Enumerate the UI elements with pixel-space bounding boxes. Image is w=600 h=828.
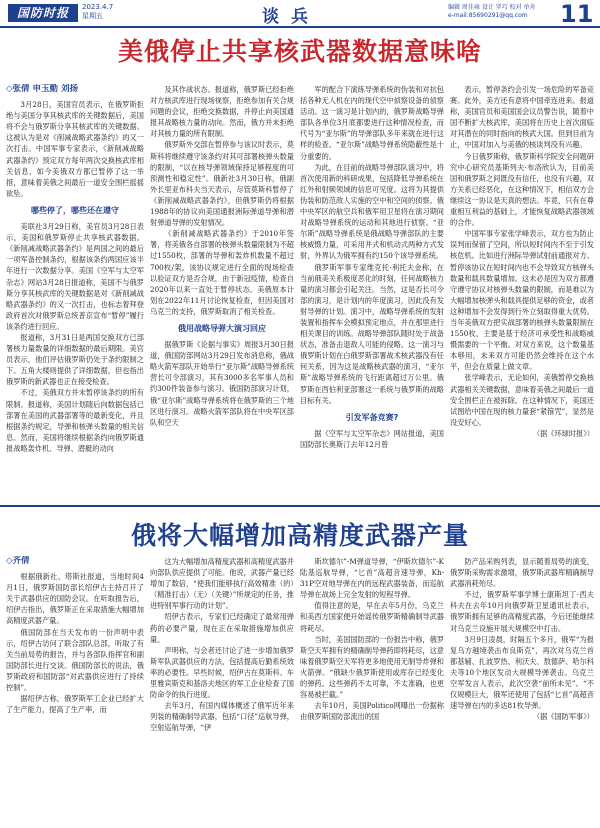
editors-names: 编辑 周佳雍 设计 罗巧 校对 单舟 (448, 4, 536, 11)
date: 2023.4.7 (82, 3, 114, 11)
article1-column-2 (150, 84, 294, 498)
paragraph: 当时，美国国防部的一份报告中称，俄罗斯空天军拥有的精确制导弹药即将耗尽，这意味着俄罗斯空天军将更多地使用无制导炸弹和火箭弹。“俄缺少俄罗斯使用或库存已经变化的弹药。这些弹药不太可靠，不太准确，也更容易被拦截。” (300, 634, 444, 700)
paragraph: 张学峰表示，无论如何，美俄暂停交换核武器相关关键数据，意味着美俄之间最后一道安全围栏正在被拆除。在这种情况下，美国还试图给中国在现的核力量套“紧箍咒”，显然是没安好心。 (450, 373, 594, 427)
issue-date (82, 3, 113, 21)
paragraph: 报道称，3月31日是两国交换双方已部署核力量数量的详细数据的最后期限。美官员表示，他们评估俄罗斯仍处于条约限制之下。五角大楼则提供了详细数据，但也指出俄罗斯的新武器也正在接受检查。 (6, 332, 144, 387)
article1-column-1 (6, 84, 144, 498)
paragraph: 军的配合下演练导弹系统的伪装和对抗包括各种无人机在内的现代空中侦察设备的侦察活动。这一演习是计划内的，俄罗斯战略导弹部队各单位3月底都要进行这种情况检查，而代号为“亚尔斯”的导弹部队多年来就在进行这样的检查。“亚尔斯”战略导弹系统隐蔽性是十分重要的。 (300, 85, 444, 161)
article1-column-4 (450, 84, 594, 498)
paragraph: 俄国防部在当天发布的一份声明中表示，绍伊古访问了联合部队总部，听取了有关当前局势的报告，并与各部队指挥官和副国防部长进行交谈。俄国防部长的说法，俄罗斯政府和国防部“对武器供应进行了持续控制”。 (6, 627, 144, 693)
paragraph: 据《空军与太空军杂志》网站报道，美国国防部长奥斯汀去年12月曾 (300, 428, 444, 449)
article1-column-3 (300, 84, 444, 498)
paragraph: 今日俄罗斯称，俄罗斯科学院安全问题研究中心研究员基斯列夫·布洛欣认为，目前美国和俄罗斯之间既没有信任，也没有兴趣，双方关系已经恶化，在这种情况下，相信双方会继续这一协议是天真的想法。毕竟，只有在尊重相互利益的基础上，才能恢复战略武器领域的合作。 (450, 151, 594, 228)
article2-column-4 (450, 556, 594, 826)
paragraph: 这为大幅增加高精度武器和高精度武器并向部队供应提供了可能。他说，武器产量已经增加了数倍，“使我们能够执行高效精准（的）（精准打击）（无）（关键）”所规定的任务，推进特别军事行动的计划”。 (150, 557, 294, 611)
paragraph: 表示，暂停条约会引发一场危险的军备竞赛。此外，美方还有意将中国牵连进来。报道称，美国官员和美国国会议员警告说，随着中国不断扩大核武库，美国将在历史上首次面临对其潜在的同时指向的核武大国。但到目前为止，中国对加入与美俄的核谈判没有兴趣。 (450, 85, 594, 150)
editors-credit (448, 4, 536, 20)
masthead (0, 0, 600, 28)
article1-title: 美俄停止共享核武器数据意味啥 (117, 37, 482, 66)
section-divider (0, 505, 600, 507)
editors-email: e-mail:85690291@qq.com (448, 12, 528, 19)
paragraph: 及其作战状态。报道称，俄罗斯已经拒绝对方核武库进行现场视察，拒绝参加有关合规问题的会议，拒绝交换数据，并停止向美国通报其战略核力量的动向。然而，俄方并未拒绝对其核力量的所有限制。 (150, 85, 294, 139)
paragraph: 中国军事专家张学峰表示，双方也为防止误判而保留了空间，所以短时间内不至于引发核危机。比如进行洲际导弹试射前通报对方。暂停该协议在短时间内也不会导致双方核弹头数量和载具数量增加。这未必是因为双方都遵守遵守协议对核弹头数量的限制，而是难以为大幅增加核弹头和载具提供足够的资金，或者这种增加不会发得到行外立刻取得重大优势。当年美俄双方把实战部署的核弹头数量限制在1550枚，主要是基于经济可承受性和战略威慑需要的一个平衡。对双方来说，这个数量基本够用，未来双方可能仍然会维持在这个水平，但会在质量上做文章。 (450, 229, 594, 372)
paragraph: 去年3月，有国内媒体概述了俄军近年来列装的精确制导武器，包括“口径”巡航导弹，空射巡航导弹，“伊 (150, 701, 294, 733)
article2-source: （据《国防军事》） (532, 712, 594, 722)
paragraph: 美联社3月29日称，美官员3月28日表示，美国和俄罗斯停止共享核武器数据。《新削减战略武器条约》是两国之间的最后一项军备控制条约，根据该条约两国应该半年进行一次数据分享。美国《空军与太空军杂志》网站3月28日报道称，美国不与俄罗斯分享其核武库的关键数据是对《新削减战略武器条约》的又一次打击，也标志着拜登政府首次对俄罗斯总统普京宣布“暂停”履行该条约进行回应。 (6, 222, 144, 331)
paragraph: 根据俄新社、塔斯社报道，当地时间4月1日，俄罗斯国防部长绍伊古主持召开了关于武器供应的国防会议。在听取报告后，绍伊古指出，俄罗斯正在采取措施大幅增加高精度武器产量。 (6, 572, 144, 626)
paragraph: 为此，在目前的战略导弹部队演习中，将首次使用新的科研成果，包括降低导弹系统在红外和射频领域的信息可见度。这将为其提供伪装和防范敌人实施的空中和空间的侦察。俄中央军区的航空兵和俄军用卫星将在演习期间对战略导弹系统的运动和其地进行侦察。“亚尔斯”战略导弹系统是俄战略导弹部队的主要核威慑力量，可采用井式和机动式两种方式发射，外界认为俄军拥有约150个该导弹系统。 (300, 162, 444, 261)
article2-column-2 (150, 556, 294, 826)
article1-subhead-2: 俄用战略导弹大演习回应 (178, 323, 266, 333)
paragraph: 据俄罗斯《论据与事实》周报3月30日报道，俄国防部网站3月29日发布消息称，俄战略火箭军部队开始举行“亚尔斯”战略导弹系统营长可令部演习，其有3000多名军事人员和约300件装备参与演习。俄国防部演习计划，俄“亚尔斯”战略导弹系统将在俄罗斯的三个地区进行演习。战略火箭军部队将在中央军区部队和空天 (150, 340, 294, 427)
paragraph: 绍伊古表示，专家们已经确定了最常用弹药的必要产量，现在正在采取措施增加供应量。 (150, 612, 294, 644)
newspaper-logo: 国防时报 (8, 4, 78, 22)
paragraph: 值得注意的是，早在去年5月份，乌克兰和美西方国家便开始谣传俄罗斯精确制导武器将耗尽。 (300, 601, 444, 633)
article2-column-1 (6, 556, 144, 826)
article2-title: 俄将大幅增加高精度武器产量 (130, 521, 469, 550)
paragraph: 防产品采购列表，显示随着局势的演变，俄罗斯采购需求激增，俄罗斯武器库精确制导武器消耗殆尽。 (450, 557, 594, 589)
article1-subhead-1: 哪些停了，哪些还在遵守 (31, 205, 119, 215)
paragraph: 斯坎德尔”-M弹道导弹，“伊斯坎德尔”-K陆基巡航导弹，“匕首”高超音速导弹，Kh-31P空对地导弹在内的远程武器装备，而巡航导弹在战场上完全发射的短程导弹。 (300, 557, 444, 600)
paragraph: 3月28日，美国官员表示，在俄罗斯拒绝与美国分享其核武库的关键数据后，美国将不会与俄罗斯分享其核武库的关键数据。这被认为是对《削减战略武器条约》的又一次打击。中国军事专家表示，《新削减战略武器条约》预定双方每年两次交换核武库相关信息，如今美俄双方都已暂停了这一举措，意味着美俄之间最后一道安全围栏摇摇欲坠。 (6, 100, 144, 198)
weekday: 星期五 (82, 12, 103, 20)
article2-byline: ◇齐倩 (6, 556, 30, 566)
article2-column-3 (300, 556, 444, 826)
paragraph: 俄罗斯外交部在暂停参与该议时表示，莫斯科将继续遵守该条约对其可部署核弹头数量的限制，“以在核导弹领域保持足够程度的可预测性和稳定性”。俄新社3月30日称，俄副外长里亚布科夫当天表示，尽管莫斯科暂停了《新削减战略武器条约》，但俄罗斯仍将根据1988年的协议向美国通报洲际弹道导弹和潜射弹道导弹的发射情况。 (150, 140, 294, 228)
paragraph: 3月9日凌晨，时隔五个多月，俄军“为报复乌方越境袭击布良斯克”，再次对乌克兰首都基辅、扎波罗热、利沃夫、敖德萨、哈尔科夫等10个地区发动大规模导弹袭击。乌克兰空军发言人表示，此次空袭“前所未见”。“不仅规模巨大，俄军还使用了包括“匕首”高超音速导弹在内的多达81枚导弹。 (450, 634, 594, 711)
paragraph: 去年10月，美国Politico网曝出一份据称由俄罗斯国防部流出的国 (300, 701, 444, 722)
paragraph: 据绍伊古称，俄罗斯军工企业已经扩大了生产能力，提高了生产率，而 (6, 694, 144, 715)
paragraph: 声明称，与会者还讨论了进一步增加俄罗斯军队武器供应的方法，包括提高后勤系统效率的必要性。早些时候，绍伊古在莫斯科、车里雅宾斯克和基洛夫地区的军工企业检查了国防命令的执行进度。 (150, 645, 294, 700)
paragraph: 俄罗斯军事专家维克托·利托夫金称，在当前俄美关系极度恶化的时刻，任何战略核力量的演习都会引起关注。当然，这是否长可令部的演习，是计划内的年度演习，因此没有发射导弹的计划。演习中，战略导弹系统的发射装置和指挥车会模拟预定地点，并在那里进行相关课目的训练。战略导弹部队随时处于战备状态，准备击退敌人可能的侵略。这一演习与俄罗斯计划在白俄罗斯部署战术核武器没有任何关系，因为这是战略核武器的演习，“亚尔斯”战略导弹系统的飞行距离超过万公里。俄罗斯在西伯利亚部署这一系统与俄罗斯的战略目标有关。 (300, 262, 444, 405)
article1-source: （据《环球时报》） (532, 428, 594, 438)
article1-byline: ◇张倩 申玉勤 刘扬 (6, 84, 78, 94)
article1-subhead-3: 引发军备竞赛? (345, 412, 399, 422)
paragraph: 不过，俄罗斯军事学博士康斯坦丁·西夫科夫在去年10月向俄罗斯卫星通讯社表示，俄罗斯拥有足够的高精度武器，今后还能继续对乌克兰设施开展大规模空中打击。 (450, 590, 594, 633)
section-title: 谈兵 (262, 7, 320, 27)
page-number: 11 (560, 0, 594, 28)
paragraph: 不过，美俄双方并未暂停该条约的所有限制。报道称，美国计划随后向数据包括已部署在美国的武器部署等的最新变化，并且根据条约规定，导弹和核弹头数量的相关信息。然而，美国将继续根据条约向俄罗斯通报战略轰炸机、导弹、潜艇的动向 (6, 388, 144, 453)
paragraph: 《新削减战略武器条约》于2010年签署，将美俄各自部署的核弹头数量限制为不超过1550枚，部署的导弹和轰炸机数量不超过700枚/架。该协议规定进行全面的现场检查以验证双方是否合规，由于新冠疫情，检查自2020年以来一直处于暂停状态。美俄原本计划在2022年11月讨论恢复检查，但因美国对乌克兰的支持，俄罗斯取消了相关检查。 (150, 229, 294, 316)
